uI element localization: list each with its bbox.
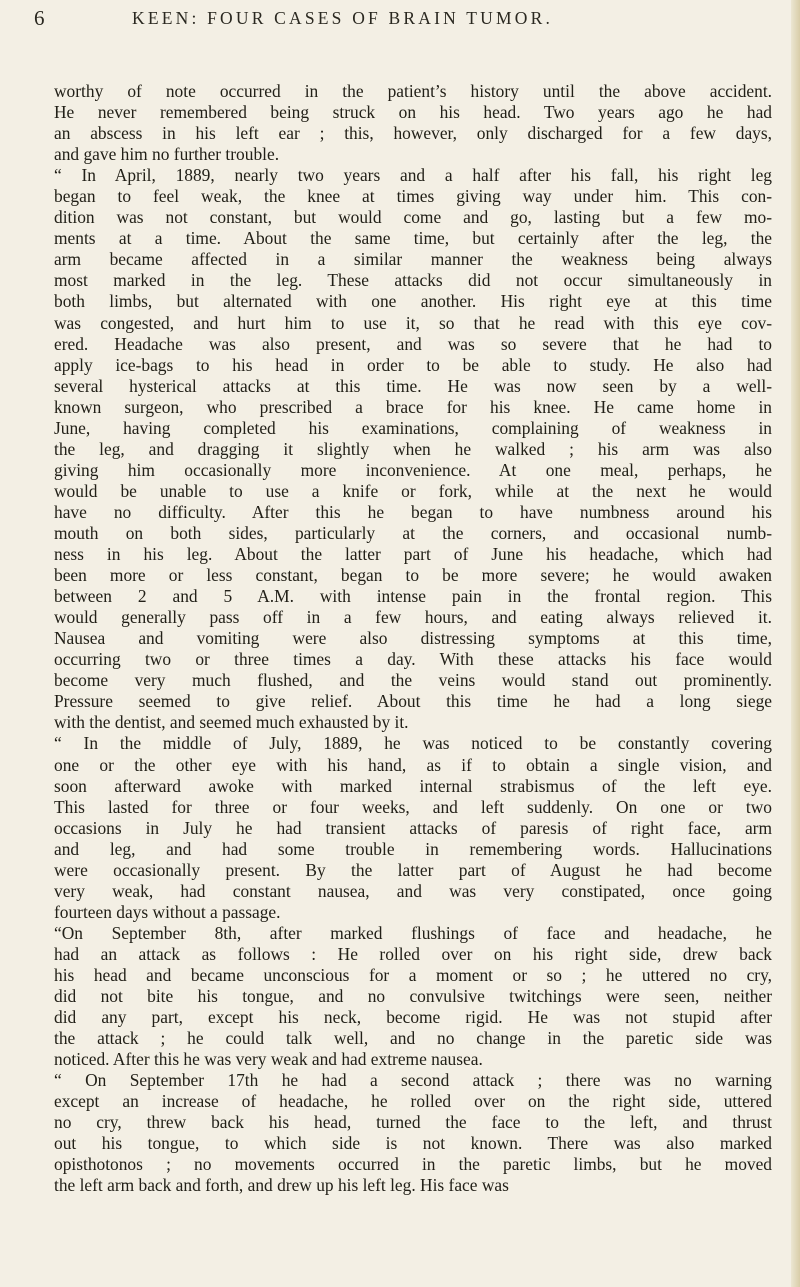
- text-line: been more or less constant, began to be more severe; he would awaken: [54, 565, 772, 586]
- running-head: KEEN: FOUR CASES OF BRAIN TUMOR.: [132, 8, 554, 28]
- text-line: with the dentist, and seemed much exhausted by it.: [54, 712, 409, 733]
- text-line: and leg, and had some trouble in remembering words. Hallucinations: [54, 838, 772, 859]
- text-line: “On September 8th, after marked flushings of face and headache, he: [54, 922, 772, 943]
- text-line: This lasted for three or four weeks, and left suddenly. On one or two: [54, 796, 772, 817]
- text-line: fourteen days without a passage.: [54, 901, 281, 922]
- text-line: occurring two or three times a day. With these attacks his face would: [54, 649, 772, 670]
- text-line: were occasionally present. By the latter part of August he had become: [54, 859, 772, 880]
- text-line: would generally pass off in a few hours, and eating always relieved it.: [54, 607, 772, 628]
- text-line: both limbs, but alternated with one another. His right eye at this time: [54, 291, 772, 312]
- text-line: “ In the middle of July, 1889, he was noticed to be constantly covering: [54, 733, 772, 754]
- text-line: his head and became unconscious for a moment or so ; he uttered no cry,: [54, 964, 772, 985]
- text-line: Nausea and vomiting were also distressing symptoms at this time,: [54, 628, 772, 649]
- page-number: 6: [34, 6, 45, 30]
- text-line: “ In April, 1889, nearly two years and a half after his fall, his right leg: [54, 165, 772, 186]
- text-line: Pressure seemed to give relief. About this time he had a long siege: [54, 691, 772, 712]
- text-line: very weak, had constant nausea, and was very constipated, once going: [54, 880, 772, 901]
- text-line: noticed. After this he was very weak and had extreme nausea.: [54, 1049, 483, 1070]
- page-header: [34, 6, 764, 34]
- text-line: the left arm back and forth, and drew up his left leg. His face was: [54, 1175, 509, 1196]
- text-line: known surgeon, who prescribed a brace for his knee. He came home in: [54, 396, 772, 417]
- text-line: arm became affected in a similar manner the weakness being always: [54, 249, 772, 270]
- text-line: mouth on both sides, particularly at the corners, and occasional numb-: [54, 522, 772, 543]
- text-line: June, having completed his examinations, complaining of weakness in: [54, 417, 772, 438]
- text-line: occasions in July he had transient attacks of paresis of right face, arm: [54, 817, 772, 838]
- text-line: was congested, and hurt him to use it, so that he read with this eye cov-: [54, 312, 772, 333]
- text-line: ments at a time. About the same time, but certainly after the leg, the: [54, 228, 772, 249]
- text-line: an abscess in his left ear ; this, however, only discharged for a few days,: [54, 123, 772, 144]
- text-line: worthy of note occurred in the patient’s history until the above accident.: [54, 81, 772, 101]
- text-line: ness in his leg. About the latter part of June his headache, which had: [54, 544, 772, 565]
- body-text: [54, 81, 772, 1196]
- text-line: “ On September 17th he had a second attack ; there was no warning: [54, 1070, 772, 1091]
- text-line: the leg, and dragging it slightly when he walked ; his arm was also: [54, 438, 772, 459]
- text-line: did not bite his tongue, and no convulsive twitchings were seen, neither: [54, 986, 772, 1007]
- text-line: ered. Headache was also present, and was so severe that he had to: [54, 333, 772, 354]
- text-line: no cry, threw back his head, turned the face to the left, and thrust: [54, 1112, 772, 1133]
- text-line: the attack ; he could talk well, and no change in the paretic side was: [54, 1028, 772, 1049]
- text-line: dition was not constant, but would come and go, lasting but a few mo-: [54, 207, 772, 228]
- text-line: soon afterward awoke with marked internal strabismus of the left eye.: [54, 775, 772, 796]
- text-line: did any part, except his neck, become rigid. He was not stupid after: [54, 1007, 772, 1028]
- text-line: out his tongue, to which side is not known. There was also marked: [54, 1133, 772, 1154]
- text-line: between 2 and 5 A.M. with intense pain in the frontal region. This: [54, 586, 772, 607]
- text-line: He never remembered being struck on his head. Two years ago he had: [54, 102, 772, 123]
- text-line: began to feel weak, the knee at times giving way under him. This con-: [54, 186, 772, 207]
- text-line: giving him occasionally more inconvenience. At one meal, perhaps, he: [54, 459, 772, 480]
- text-line: would be unable to use a knife or fork, while at the next he would: [54, 480, 772, 501]
- text-line: one or the other eye with his hand, as if to obtain a single vision, and: [54, 754, 772, 775]
- text-line: become very much flushed, and the veins would stand out prominently.: [54, 670, 772, 691]
- text-line: had an attack as follows : He rolled over on his right side, drew back: [54, 943, 772, 964]
- text-line: except an increase of headache, he rolled over on the right side, uttered: [54, 1091, 772, 1112]
- text-line: have no difficulty. After this he began to have numbness around his: [54, 501, 772, 522]
- text-line: opisthotonos ; no movements occurred in the paretic limbs, but he moved: [54, 1154, 772, 1175]
- page-edge: [791, 0, 800, 1287]
- text-line: apply ice-bags to his head in order to be able to study. He also had: [54, 354, 772, 375]
- text-line: most marked in the leg. These attacks did not occur simultaneously in: [54, 270, 772, 291]
- text-line: several hysterical attacks at this time. He was now seen by a well-: [54, 375, 772, 396]
- text-line: and gave him no further trouble.: [54, 144, 280, 165]
